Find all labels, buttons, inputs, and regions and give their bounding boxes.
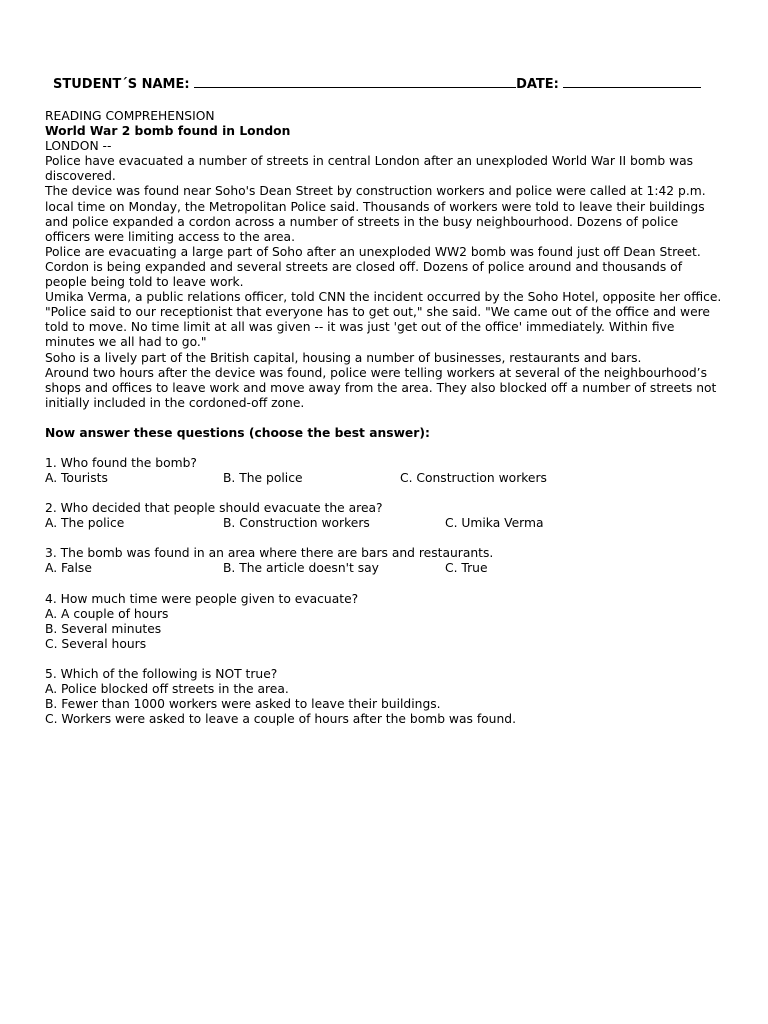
answer-option-c[interactable]: C. Umika Verma <box>445 516 544 531</box>
answer-option-a[interactable]: A. False <box>45 561 92 576</box>
question-block <box>45 456 725 486</box>
student-header <box>53 75 713 93</box>
question-block <box>45 501 725 531</box>
answer-option-a[interactable]: A. Police blocked off streets in the area. <box>45 682 289 696</box>
article-paragraph: Police have evacuated a number of streets in central London after an unexploded World War II bomb was discovered. <box>45 154 694 184</box>
question-text: 1. Who found the bomb? <box>45 455 197 470</box>
article-title: World War 2 bomb found in London <box>45 124 291 139</box>
question-text: 2. Who decided that people should evacuate the area? <box>45 501 383 516</box>
answer-option-a[interactable]: A. A couple of hours <box>45 606 169 621</box>
answer-option-b[interactable]: B. The police <box>223 471 303 486</box>
answer-option-b[interactable]: B. The article doesn't say <box>223 561 379 576</box>
article-paragraph: The device was found near Soho's Dean Street by construction workers and police were called at 1:42 p.m. local time on Monday, the Metropolitan Police said. Thousands of workers were told to leave their buildings and police expanded a cordon across a number of streets in the busy neighbourhood. Dozens of police officers were limiting access to the area. <box>45 184 706 244</box>
question-block <box>45 546 725 576</box>
article-dateline: LONDON -- <box>45 139 112 154</box>
answer-option-b[interactable]: B. Fewer than 1000 workers were asked to leave their buildings. <box>45 697 441 712</box>
article-paragraph: Soho is a lively part of the British capital, housing a number of businesses, restaurants and bars. <box>45 350 642 365</box>
article-paragraph: Around two hours after the device was found, police were telling workers at several of the neighbourhood’s shops and offices to leave work and move away from the area. They also blocked off a number of streets not initially included in the cordoned-off zone. <box>45 365 717 410</box>
question-text: 5. Which of the following is NOT true? <box>45 666 278 681</box>
answer-options <box>45 516 725 531</box>
answer-options <box>45 471 725 486</box>
answer-option-b[interactable]: B. Construction workers <box>223 516 370 531</box>
answer-options <box>45 561 725 576</box>
article-paragraph: Police are evacuating a large part of Soho after an unexploded WW2 bomb was found just off Dean Street. Cordon is being expanded and several streets are closed off. Dozens of police around and thousands of people being told to leave work. <box>45 244 701 290</box>
question-text: 3. The bomb was found in an area where there are bars and restaurants. <box>45 546 494 561</box>
worksheet-content <box>45 109 725 727</box>
question-block <box>45 592 725 652</box>
student-name-label: STUDENT´S NAME: <box>53 77 190 92</box>
questions-intro: Now answer these questions (choose the best answer): <box>45 425 430 440</box>
answer-option-c[interactable]: C. True <box>445 561 488 576</box>
date-label: DATE: <box>516 77 559 92</box>
answer-option-b[interactable]: B. Several minutes <box>45 621 162 636</box>
date-blank[interactable] <box>563 75 701 88</box>
article-paragraph: Umika Verma, a public relations officer, told CNN the incident occurred by the Soho Hotel, opposite her office. "Police said to our receptionist that everyone has to get out," she said. "We came out of the office and were told to move. No time limit at all was given -- it was just 'get out of the office' immediately. Within five minutes we all had to go." <box>45 290 722 350</box>
answer-option-c[interactable]: C. Several hours <box>45 636 147 651</box>
answer-option-a[interactable]: A. Tourists <box>45 471 108 486</box>
question-text: 4. How much time were people given to evacuate? <box>45 591 359 606</box>
answer-option-a[interactable]: A. The police <box>45 516 125 531</box>
answer-option-c[interactable]: C. Construction workers <box>400 471 547 486</box>
question-block <box>45 667 725 727</box>
answer-option-c[interactable]: C. Workers were asked to leave a couple of hours after the bomb was found. <box>45 712 516 727</box>
section-label: READING COMPREHENSION <box>45 109 215 123</box>
student-name-blank[interactable] <box>194 75 516 88</box>
